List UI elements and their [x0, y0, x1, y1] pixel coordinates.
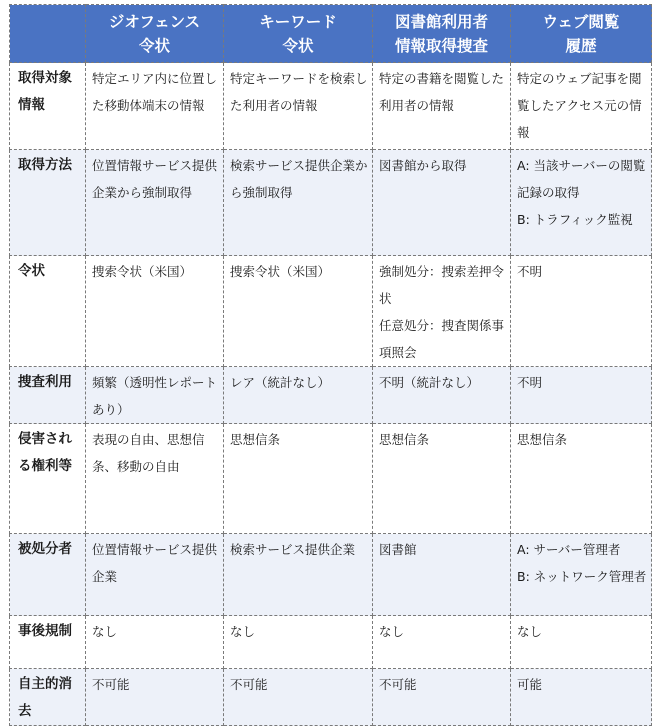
table-body: [10, 63, 652, 726]
cell-text: なし: [230, 624, 256, 639]
table-cell: [224, 424, 373, 534]
table-cell: [511, 63, 652, 150]
table-cell: [86, 256, 224, 367]
table-cell: [224, 63, 373, 150]
cell-text: 特定エリア内に位置した移動体端末の情報: [92, 71, 218, 113]
cell-text: 検索サービス提供企業から強制取得: [230, 158, 368, 200]
table-cell: [373, 150, 511, 256]
cell-text: 可能: [517, 677, 543, 692]
cell-text: 思想信条: [230, 432, 281, 447]
row-header: 捜査利用: [10, 367, 86, 424]
table-row-warrant: [10, 256, 652, 367]
row-header: 取得方法: [10, 150, 86, 256]
column-header-web-browsing-history: [511, 5, 652, 63]
row-header: 事後規制: [10, 616, 86, 669]
table-cell: [86, 367, 224, 424]
row-header: 被処分者: [10, 534, 86, 616]
table-cell: [373, 616, 511, 669]
cell-text: 任意処分：捜査関係事項照会: [379, 318, 505, 360]
cell-text: 思想信条: [379, 432, 430, 447]
table-cell: [373, 256, 511, 367]
table-cell: [511, 424, 652, 534]
cell-text: 特定のウェブ記事を閲覧したアクセス元の情報: [517, 71, 642, 140]
table-row-acquisition-method: [10, 150, 652, 256]
cell-text: A: サーバー管理者: [517, 542, 621, 557]
table-cell: [224, 669, 373, 726]
cell-text: 捜索令状（米国）: [230, 264, 331, 279]
table-cell: [86, 534, 224, 616]
table-cell: [511, 534, 652, 616]
cell-text: 位置情報サービス提供企業: [92, 542, 218, 584]
cell-text: 不可能: [92, 677, 130, 692]
cell-text: 捜索令状（米国）: [92, 264, 193, 279]
table-row-infringed-rights: [10, 424, 652, 534]
column-header-line: キーワード: [259, 11, 337, 31]
cell-text: なし: [92, 624, 118, 639]
column-header-line: ジオフェンス: [108, 11, 201, 31]
row-header: 侵害される権利等: [10, 424, 86, 534]
header-corner-cell: [10, 5, 86, 63]
comparison-table: [9, 4, 652, 726]
row-header: 令状: [10, 256, 86, 367]
table-cell: [511, 367, 652, 424]
column-header-line: 令状: [138, 35, 170, 55]
table-cell: [511, 616, 652, 669]
cell-text: B: トラフィック監視: [517, 212, 633, 227]
cell-text: 不明: [517, 375, 543, 390]
cell-text: レア（統計なし）: [230, 375, 331, 390]
cell-text: 不可能: [230, 677, 268, 692]
cell-text: 図書館: [379, 542, 417, 557]
column-header-line: 図書館利用者: [394, 11, 488, 31]
table-cell: [373, 424, 511, 534]
table-header: [10, 5, 652, 63]
cell-text: 頻繁（透明性レポートあり）: [92, 375, 218, 417]
table-cell: [511, 150, 652, 256]
table-cell: [86, 669, 224, 726]
cell-text: 表現の自由、思想信条、移動の自由: [92, 432, 205, 474]
table-cell: [511, 256, 652, 367]
cell-text: なし: [379, 624, 405, 639]
column-header-library-user-investigation: [373, 5, 511, 63]
cell-text: 強制処分：捜索差押令状: [379, 264, 505, 306]
cell-text: 不可能: [379, 677, 417, 692]
cell-text: A: 当該サーバーの閲覧記録の取得: [517, 158, 646, 200]
table-row-post-regulation: [10, 616, 652, 669]
table-cell: [373, 63, 511, 150]
column-header-keyword-warrant: [224, 5, 373, 63]
column-header-geofence-warrant: [86, 5, 224, 63]
table-cell: [224, 534, 373, 616]
column-header-line: 情報取得捜査: [394, 35, 488, 55]
cell-text: 特定キーワードを検索した利用者の情報: [230, 71, 368, 113]
table-cell: [86, 424, 224, 534]
cell-text: 位置情報サービス提供企業から強制取得: [92, 158, 218, 200]
cell-text: なし: [517, 624, 543, 639]
column-header-line: 履歴: [565, 35, 597, 55]
header-row: [10, 5, 652, 63]
table-cell: [373, 669, 511, 726]
row-header: 取得対象情報: [10, 63, 86, 150]
table-cell: [373, 534, 511, 616]
cell-text: 不明: [517, 264, 543, 279]
table-cell: [86, 616, 224, 669]
cell-text: 思想信条: [517, 432, 568, 447]
table-cell: [86, 63, 224, 150]
table-cell: [224, 616, 373, 669]
table-row-subject-of-disposition: [10, 534, 652, 616]
table-cell: [224, 150, 373, 256]
table-cell: [373, 367, 511, 424]
cell-text: B: ネットワーク管理者: [517, 569, 647, 584]
cell-text: 特定の書籍を閲覧した利用者の情報: [379, 71, 505, 113]
table-cell: [511, 669, 652, 726]
row-header: 自主的消去: [10, 669, 86, 726]
table-row-voluntary-deletion: [10, 669, 652, 726]
table-cell: [224, 367, 373, 424]
column-header-line: 令状: [282, 35, 314, 55]
table-cell: [224, 256, 373, 367]
cell-text: 図書館から取得: [379, 158, 467, 173]
table-cell: [86, 150, 224, 256]
cell-text: 不明（統計なし）: [379, 375, 480, 390]
table-row-target-info: [10, 63, 652, 150]
column-header-line: ウェブ閲覧: [542, 11, 620, 31]
table-row-investigative-use: [10, 367, 652, 424]
cell-text: 検索サービス提供企業: [230, 542, 356, 557]
